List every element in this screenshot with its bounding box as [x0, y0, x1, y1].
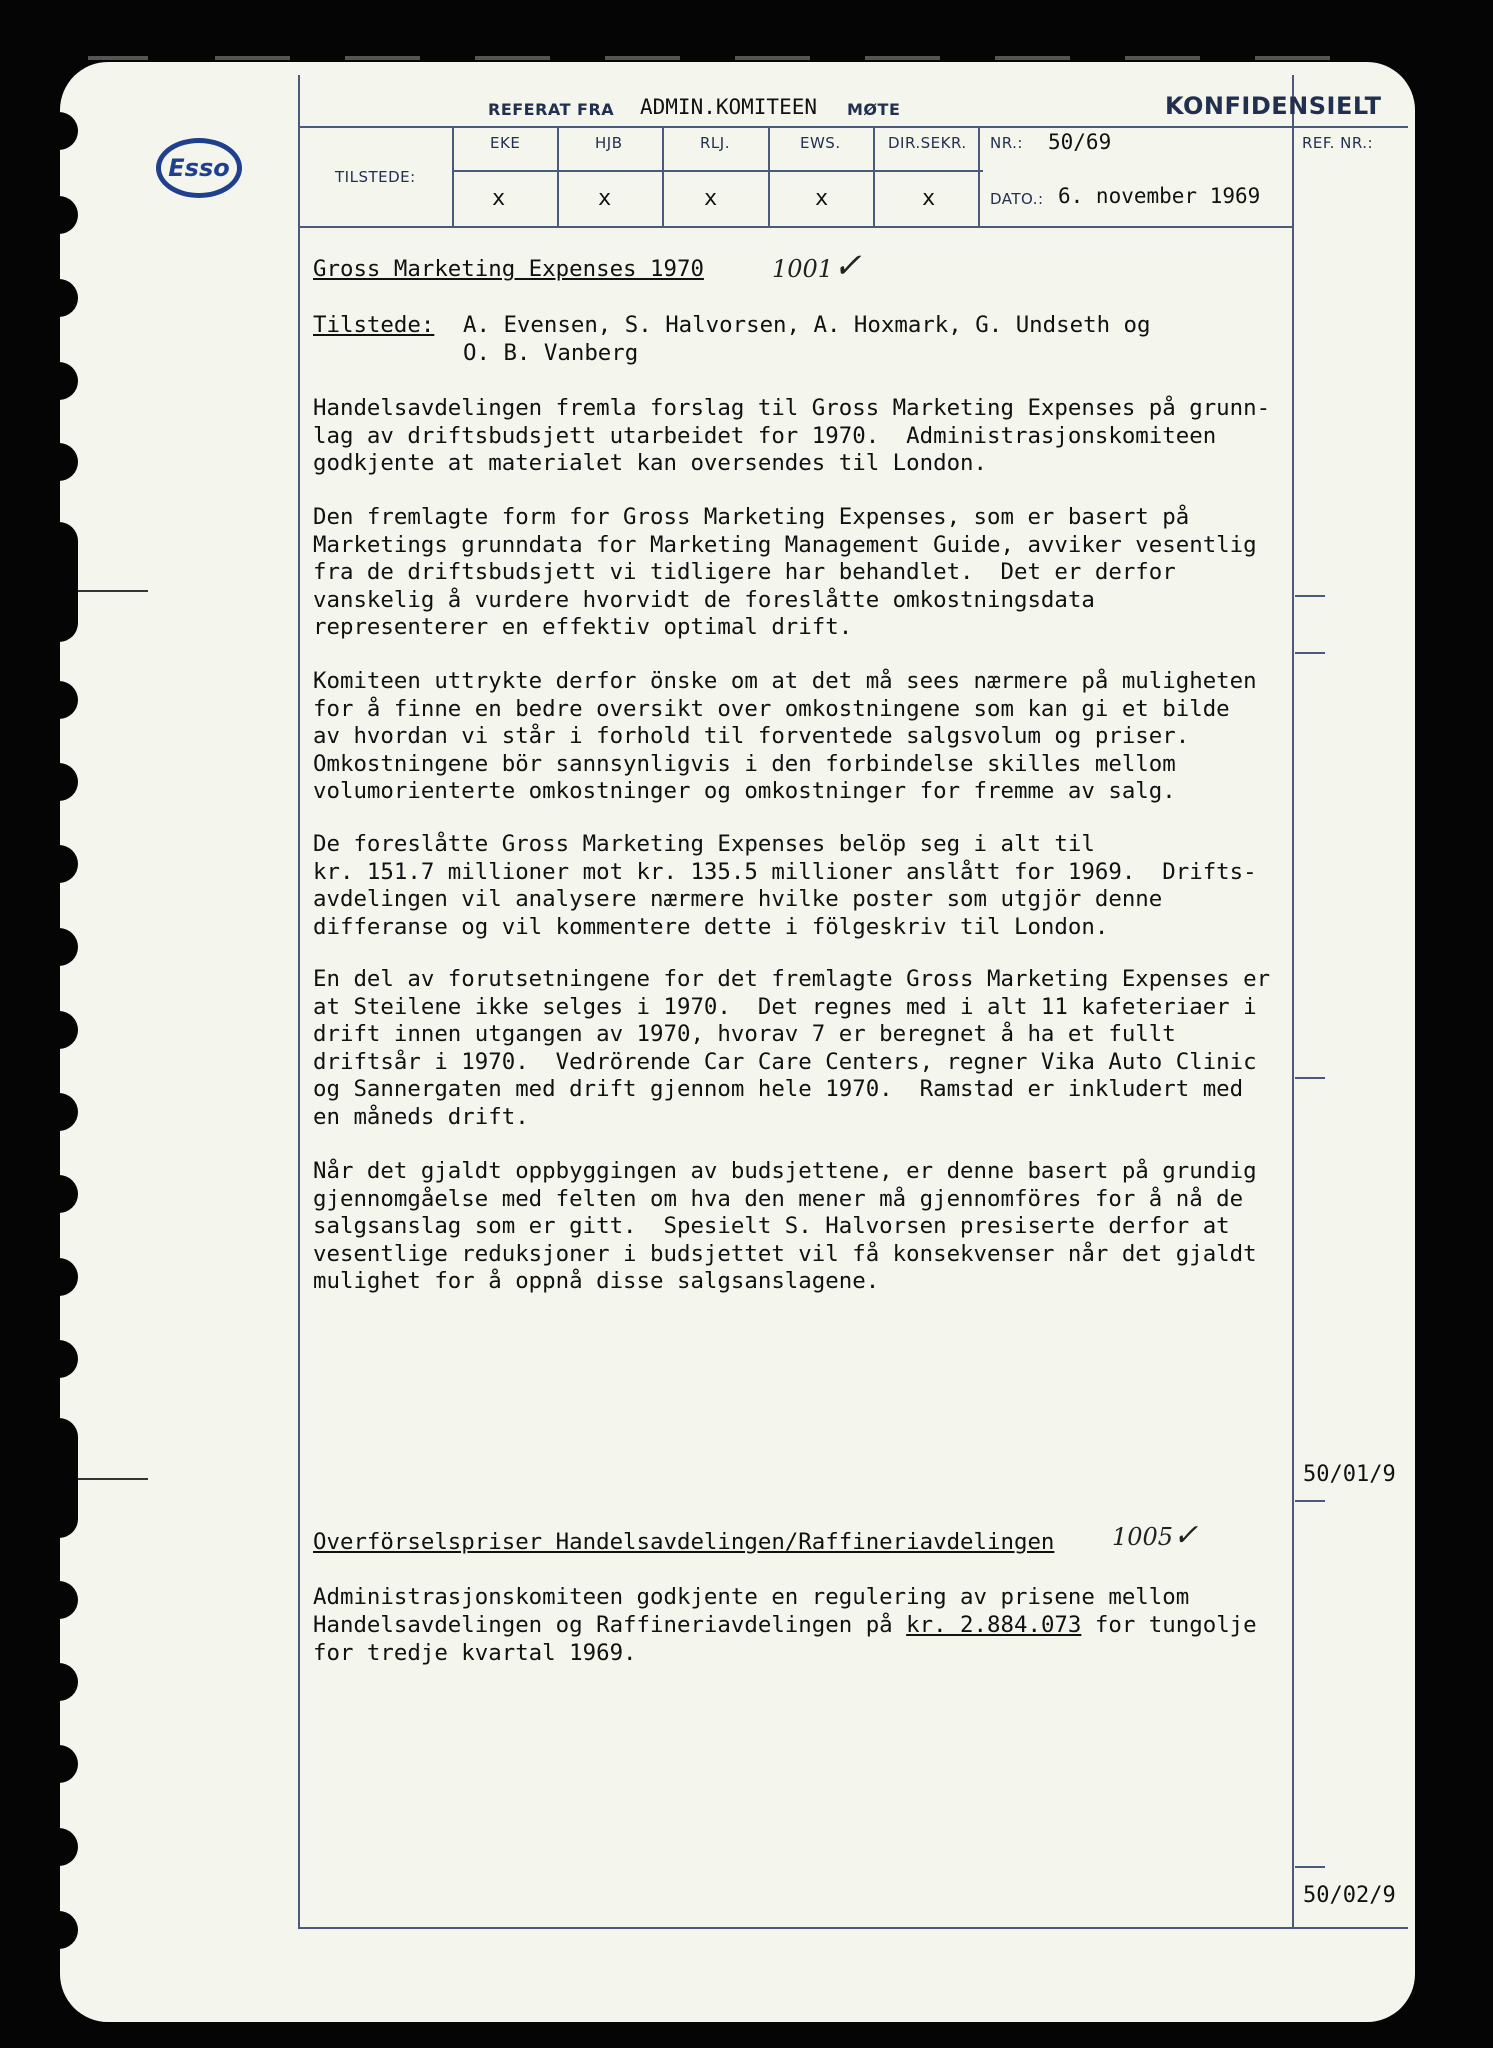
attendance-mark: x — [922, 186, 936, 211]
attendance-mark: x — [704, 186, 718, 211]
paragraph: De foreslåtte Gross Marketing Expenses belöp seg i alt til kr. 151.7 millioner mot kr. 135.5 millioner anslått for 1969. Drifts- avdelingen vil analysere nærmere hvilke poster som utgjör denne differanse og vil kommentere dette i fölgeskriv til London. — [313, 831, 1257, 940]
handwritten-note: 1001✓ — [772, 246, 862, 286]
dato-value: 6. november 1969 — [1058, 184, 1261, 208]
binder-hole — [40, 443, 78, 481]
column-header-eke: EKE — [490, 134, 521, 152]
binder-hole — [40, 1093, 78, 1131]
column-header-rlj: RLJ. — [700, 134, 730, 152]
classification-label: KONFIDENSIELT — [1165, 92, 1382, 120]
paragraph: Handelsavdelingen fremla forslag til Gross Marketing Expenses på grunn- lag av driftsbudsjett utarbeidet for 1970. Administrasjonskomiteen godkjente at materialet kan oversendes til London. — [313, 395, 1271, 476]
text-segment: for tungolje — [1081, 1612, 1257, 1638]
binder-hole — [40, 1581, 78, 1619]
binder-hole — [40, 845, 78, 883]
binder-line — [78, 590, 148, 592]
attendee-line: A. Evensen, S. Halvorsen, A. Hoxmark, G. Undseth og — [463, 312, 1151, 338]
ref-nr-label: REF. NR.: — [1302, 134, 1374, 152]
paragraph-line: for tredje kvartal 1969. — [313, 1640, 637, 1666]
ref-tick — [1295, 1866, 1325, 1868]
section-title: Overförselspriser Handelsavdelingen/Raffineriavdelingen — [313, 1529, 1055, 1555]
ref-tick — [1295, 1500, 1325, 1502]
reference-number: 50/02/9 — [1303, 1883, 1396, 1908]
binder-slot — [40, 522, 78, 642]
text-segment: Handelsavdelingen og Raffineriavdelingen på — [313, 1612, 907, 1638]
header-bottom-rule — [298, 226, 1293, 228]
binder-hole — [40, 279, 78, 317]
binder-hole — [40, 1011, 78, 1049]
binder-hole — [40, 763, 78, 801]
ref-tick — [1295, 1077, 1325, 1079]
col-divider — [978, 126, 980, 226]
binder-hole — [40, 928, 78, 966]
reference-number: 50/01/9 — [1303, 1462, 1396, 1487]
top-mark — [215, 56, 290, 60]
col-divider — [662, 126, 664, 226]
binder-hole — [40, 1663, 78, 1701]
top-mark — [735, 56, 810, 60]
ref-tick — [1295, 652, 1325, 654]
tilstede-heading: Tilstede: — [313, 312, 435, 338]
handwritten-note: 1005✓ — [1112, 1518, 1199, 1553]
binder-hole — [40, 1258, 78, 1296]
top-mark — [865, 56, 940, 60]
form-frame-bottom — [298, 1927, 1408, 1929]
marks-rule — [453, 170, 983, 172]
column-header-hjb: HJB — [595, 134, 623, 152]
ref-tick — [1295, 595, 1325, 597]
column-header-ews: EWS. — [800, 134, 841, 152]
esso-logo: Esso — [156, 138, 242, 198]
top-mark — [475, 56, 550, 60]
form-frame-left — [298, 75, 300, 1928]
meeting-name: ADMIN.KOMITEEN — [640, 95, 818, 119]
nr-label: NR.: — [990, 134, 1023, 152]
binder-hole — [40, 196, 78, 234]
binder-slot — [40, 1418, 78, 1538]
dato-label: DATO.: — [990, 190, 1044, 208]
top-mark — [1125, 56, 1200, 60]
paragraph: Komiteen uttrykte derfor önske om at det må sees nærmere på muligheten for å finne en bedre oversikt over omkostningene som kan gi et bilde av hvordan vi står i forhold til forventede salgsvolum og priser. Omkostningene bör sannsynligvis i den forbindelse skilles mellom volumorienterte omkostninger og omkostninger for fremme av salg. — [313, 668, 1257, 804]
column-header-dirsekr: DIR.SEKR. — [888, 134, 967, 152]
tilstede-label: TILSTEDE: — [335, 168, 416, 186]
checkmark-icon: ✓ — [833, 246, 862, 286]
checkmark-icon: ✓ — [1173, 1518, 1199, 1553]
top-mark — [88, 56, 148, 60]
paragraph: En del av forutsetningene for det fremlagte Gross Marketing Expenses er at Steilene ikke selges i 1970. Det regnes med i alt 11 kafeteriaer i drift innen utgangen av 1970, hvorav 7 er beregnet å ha et fullt driftsår i 1970. Vedrörende Car Care Centers, regner Vika Auto Clinic og Sannergaten med drift gjennom hele 1970. Ramstad er inkludert med en måneds drift. — [313, 966, 1271, 1130]
amount-value: kr. 2.884.073 — [906, 1612, 1082, 1638]
paragraph: Den fremlagte form for Gross Marketing Expenses, som er basert på Marketings grunndata for Marketing Management Guide, avviker vesentlig fra de driftsbudsjett vi tidligere har behandlet. Det er derfor vanskelig å vurdere hvorvidt de foreslåtte omkostningsdata representerer en effektiv optimal drift. — [313, 504, 1257, 640]
binder-hole — [40, 681, 78, 719]
paragraph: Når det gjaldt oppbyggingen av budsjettene, er denne basert på grundig gjennomgåelse med felten om hva den mener må gjennomföres for å nå de salgsanslag som er gitt. Spesielt S. Halvorsen presiserte derfor at vesentlige reduksjoner i budsjettet vil få konsekvenser når det gjaldt mulighet for å oppnå disse salgsanslagene. — [313, 1158, 1257, 1294]
header-rule — [298, 126, 1408, 128]
binder-hole — [40, 1911, 78, 1949]
paragraph-line — [313, 1612, 1293, 1640]
col-divider — [768, 126, 770, 226]
binder-hole — [40, 1340, 78, 1378]
col-divider — [452, 126, 454, 226]
mote-label: MØTE — [847, 100, 901, 119]
section-title: Gross Marketing Expenses 1970 — [313, 256, 704, 282]
binder-hole — [40, 1175, 78, 1213]
paragraph-line: Administrasjonskomiteen godkjente en regulering av prisene mellom — [313, 1584, 1190, 1610]
binder-hole — [40, 1828, 78, 1866]
attendance-mark: x — [815, 186, 829, 211]
top-mark — [1255, 56, 1330, 60]
top-mark — [605, 56, 680, 60]
attendance-mark: x — [492, 186, 506, 211]
binder-line — [78, 1478, 148, 1480]
referat-label: REFERAT FRA — [488, 100, 615, 119]
binder-hole — [40, 112, 78, 150]
attendee-line: O. B. Vanberg — [463, 340, 639, 366]
col-divider — [557, 126, 559, 226]
nr-value: 50/69 — [1048, 130, 1112, 154]
top-mark — [995, 56, 1070, 60]
col-divider — [873, 126, 875, 226]
binder-hole — [40, 1745, 78, 1783]
binder-hole — [40, 362, 78, 400]
top-mark — [345, 56, 420, 60]
attendance-mark: x — [598, 186, 612, 211]
